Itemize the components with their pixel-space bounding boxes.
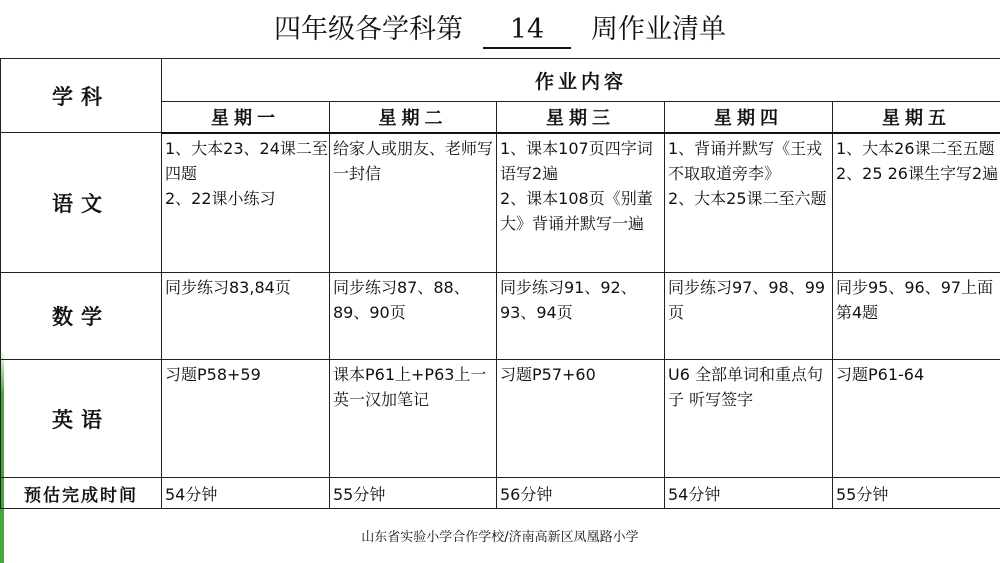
title-suffix: 周作业清单: [591, 14, 726, 45]
subject-english: 英语: [1, 360, 162, 478]
time-mon: 54分钟: [162, 478, 330, 509]
math-wed: 同步练习91、92、93、94页: [497, 273, 665, 360]
english-thu: U6 全部单词和重点句子 听写签字: [665, 360, 833, 478]
day-header-tue: 星期二: [330, 102, 497, 133]
page-title: [0, 8, 1000, 52]
subject-chinese: 语文: [1, 133, 162, 273]
week-number: 14: [483, 13, 571, 49]
english-fri: 习题P61-64: [833, 360, 1000, 478]
english-row: [1, 360, 1000, 478]
day-header-wed: 星期三: [497, 102, 665, 133]
math-mon: 同步练习83,84页: [162, 273, 330, 360]
chinese-wed: 1、课本107页四字词语写2遍 2、课本108页《别董大》背诵并默写一遍: [497, 133, 665, 273]
math-row: [1, 273, 1000, 360]
estimated-time-label: 预估完成时间: [1, 478, 162, 509]
math-tue: 同步练习87、88、89、90页: [330, 273, 497, 360]
english-tue: 课本P61上+P63上一英一汉加笔记: [330, 360, 497, 478]
time-row: [1, 478, 1000, 509]
chinese-thu: 1、背诵并默写《王戎不取取道旁李》 2、大本25课二至六题: [665, 133, 833, 273]
math-thu: 同步练习97、98、99页: [665, 273, 833, 360]
english-mon: 习题P58+59: [162, 360, 330, 478]
time-wed: 56分钟: [497, 478, 665, 509]
content-header: 作业内容: [162, 59, 1000, 102]
time-tue: 55分钟: [330, 478, 497, 509]
time-thu: 54分钟: [665, 478, 833, 509]
subject-header: 学科: [1, 59, 162, 133]
day-header-mon: 星期一: [162, 102, 330, 133]
school-footer: 山东省实验小学合作学校/济南高新区凤凰路小学: [361, 530, 639, 545]
chinese-mon: 1、大本23、24课二至四题 2、22课小练习: [162, 133, 330, 273]
math-fri: 同步95、96、97上面第4题: [833, 273, 1000, 360]
title-prefix: 四年级各学科第: [274, 14, 463, 45]
time-fri: 55分钟: [833, 478, 1000, 509]
day-header-thu: 星期四: [665, 102, 833, 133]
chinese-row: [1, 133, 1000, 273]
chinese-tue: 给家人或朋友、老师写一封信: [330, 133, 497, 273]
header-row: [1, 59, 1000, 102]
homework-table: [0, 58, 1000, 509]
english-wed: 习题P57+60: [497, 360, 665, 478]
day-header-fri: 星期五: [833, 102, 1000, 133]
chinese-fri: 1、大本26课二至五题 2、25 26课生字写2遍: [833, 133, 1000, 273]
subject-math: 数学: [1, 273, 162, 360]
